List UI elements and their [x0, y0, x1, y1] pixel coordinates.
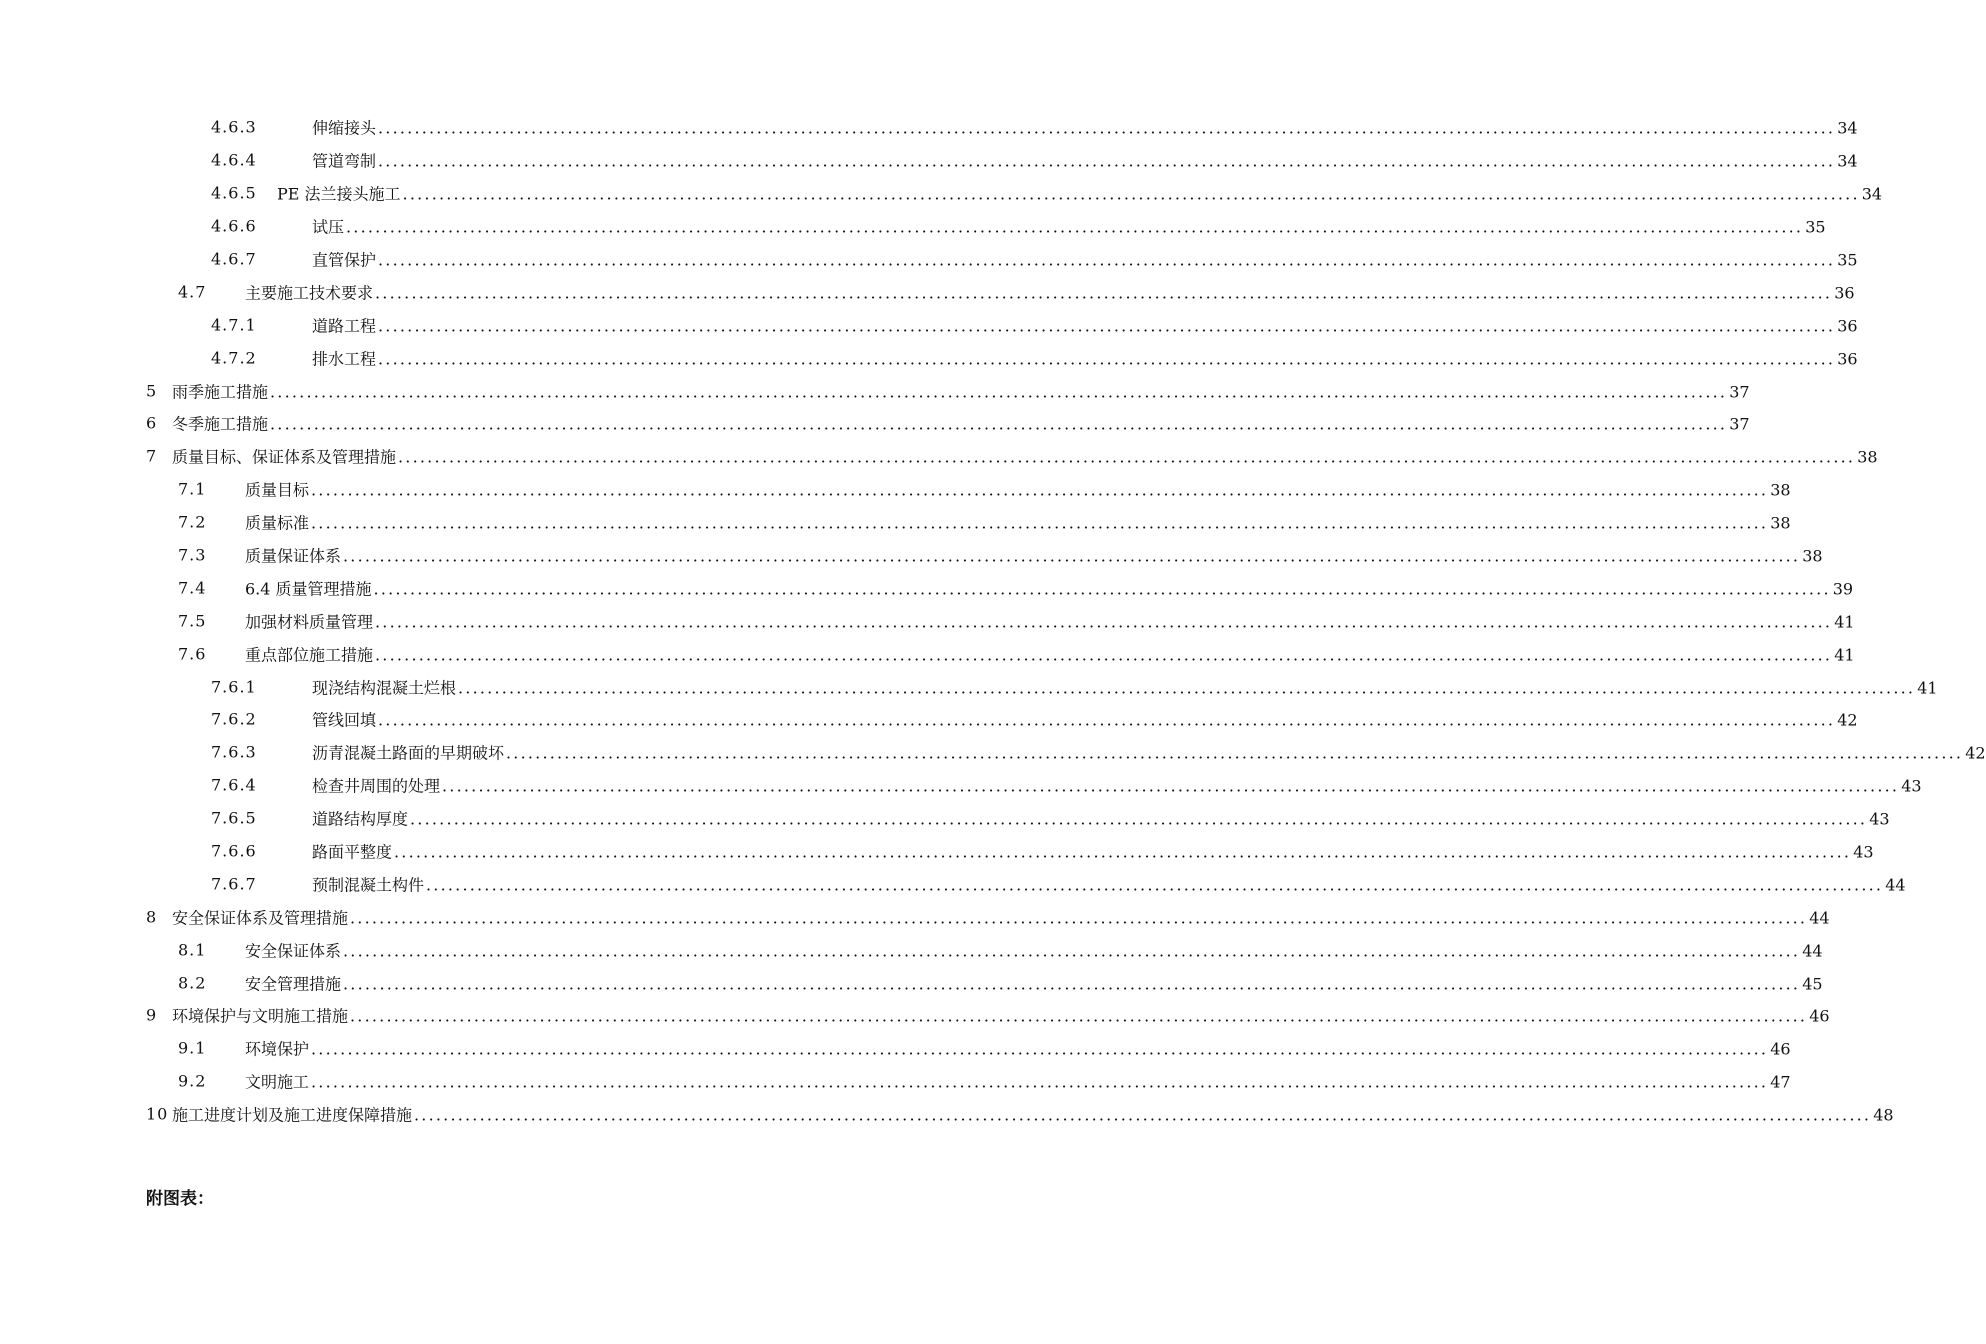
- toc-dot-leader: ........................................................................................................................................................................................................: [343, 941, 1801, 961]
- toc-entry-number: 7.2: [178, 512, 207, 532]
- toc-entry[interactable]: [0, 670, 1938, 703]
- toc-entry-page-number: 46: [1770, 1039, 1791, 1059]
- toc-entry[interactable]: [0, 506, 1791, 539]
- toc-dot-leader: ........................................................................................................................................................................................................: [410, 809, 1868, 829]
- toc-entry-title: 直管保护: [312, 250, 377, 270]
- toc-entry[interactable]: [0, 802, 1890, 835]
- toc-entry-number: 4.6.4: [211, 150, 257, 170]
- toc-entry-line: [172, 379, 1750, 402]
- toc-entry-line: [312, 346, 1858, 369]
- toc-entry-number: 4.6.6: [211, 216, 257, 236]
- toc-entry-line: [245, 609, 1855, 632]
- toc-entry-line: [312, 741, 1986, 764]
- toc-entry[interactable]: [0, 933, 1823, 966]
- toc-dot-leader: ........................................................................................................................................................................................................: [378, 118, 1836, 138]
- toc-entry[interactable]: [0, 999, 1830, 1032]
- toc-entry-number: 7.4: [178, 578, 207, 598]
- toc-entry-page-number: 41: [1834, 612, 1855, 632]
- toc-entry-line: [245, 938, 1823, 961]
- toc-entry[interactable]: [0, 835, 1874, 868]
- toc-entry-number: 9: [146, 1005, 158, 1025]
- toc-entry-line: [312, 774, 1922, 797]
- toc-entry-line: [312, 215, 1826, 238]
- toc-entry-number: 7.6.2: [211, 709, 257, 729]
- toc-entry-number: 7.5: [178, 611, 207, 631]
- toc-entry-title: 预制混凝土构件: [312, 875, 425, 895]
- toc-entry-page-number: 36: [1837, 349, 1858, 369]
- toc-entry-title: 管线回填: [312, 710, 377, 730]
- toc-entry-line: [245, 971, 1823, 994]
- toc-entry-line: [312, 708, 1858, 731]
- toc-entry-title: 主要施工技术要求: [245, 283, 374, 303]
- toc-dot-leader: ........................................................................................................................................................................................................: [458, 678, 1916, 698]
- toc-entry[interactable]: [0, 1032, 1791, 1065]
- toc-entry-title: 施工进度计划及施工进度保障措施: [172, 1105, 413, 1125]
- toc-entry-line: [245, 280, 1855, 303]
- toc-entry[interactable]: [0, 966, 1823, 999]
- toc-dot-leader: ........................................................................................................................................................................................................: [343, 974, 1801, 994]
- toc-entry-page-number: 36: [1834, 283, 1855, 303]
- toc-entry-line: [312, 248, 1858, 271]
- toc-entry-page-number: 36: [1837, 316, 1858, 336]
- toc-entry-page-number: 38: [1802, 546, 1823, 566]
- appendix-heading: 附图表：: [146, 1189, 214, 1209]
- toc-entry[interactable]: [0, 769, 1922, 802]
- toc-entry-line: [312, 840, 1874, 863]
- toc-entry[interactable]: [0, 308, 1858, 341]
- toc-entry-page-number: 45: [1802, 974, 1823, 994]
- toc-entry-page-number: 44: [1802, 941, 1823, 961]
- toc-entry-number: 10: [146, 1104, 169, 1124]
- toc-entry-line: [312, 872, 1906, 895]
- toc-entry-title: 安全保证体系: [245, 941, 342, 961]
- toc-dot-leader: ........................................................................................................................................................................................................: [378, 151, 1836, 171]
- toc-entry-page-number: 43: [1901, 776, 1922, 796]
- toc-entry-number: 7.6: [178, 644, 207, 664]
- toc-entry-page-number: 42: [1965, 743, 1986, 763]
- toc-dot-leader: ........................................................................................................................................................................................................: [394, 842, 1852, 862]
- toc-entry-number: 7.6.5: [211, 808, 257, 828]
- toc-entry-title: 管道弯制: [312, 151, 377, 171]
- toc-entry-title: 道路工程: [312, 316, 377, 336]
- toc-entry[interactable]: [0, 1065, 1791, 1098]
- toc-entry-number: 7.3: [178, 545, 207, 565]
- toc-entry-number: 4.7.1: [211, 315, 257, 335]
- toc-entry-page-number: 35: [1805, 217, 1826, 237]
- toc-entry[interactable]: [0, 243, 1858, 276]
- toc-entry-line: [245, 1070, 1791, 1093]
- toc-entry-number: 8.1: [178, 940, 207, 960]
- toc-entry[interactable]: [0, 473, 1791, 506]
- toc-entry[interactable]: [0, 900, 1830, 933]
- toc-entry-title: 道路结构厚度: [312, 809, 409, 829]
- toc-entry-title: 路面平整度: [312, 842, 393, 862]
- toc-dot-leader: ........................................................................................................................................................................................................: [378, 316, 1836, 336]
- toc-entry-title: 质量目标、保证体系及管理措施: [172, 447, 397, 467]
- toc-entry-line: [312, 116, 1858, 139]
- toc-entry-line: [172, 1103, 1894, 1126]
- toc-entry-title: 质量保证体系: [245, 546, 342, 566]
- toc-dot-leader: ........................................................................................................................................................................................................: [398, 447, 1856, 467]
- toc-entry-line: [312, 149, 1858, 172]
- toc-entry[interactable]: [0, 407, 1750, 440]
- toc-entry[interactable]: [0, 703, 1858, 736]
- toc-entry-number: 9.2: [178, 1071, 207, 1091]
- toc-entry-page-number: 41: [1834, 645, 1855, 665]
- toc-entry-title: 6.4 质量管理措施: [245, 579, 372, 599]
- toc-dot-leader: ........................................................................................................................................................................................................: [343, 546, 1801, 566]
- toc-entry[interactable]: [0, 637, 1855, 670]
- toc-entry-page-number: 43: [1869, 809, 1890, 829]
- toc-entry-number: 4.6.5: [211, 183, 257, 203]
- toc-entry-line: [245, 576, 1854, 599]
- toc-entry-line: [172, 412, 1750, 435]
- toc-dot-leader: ........................................................................................................................................................................................................: [375, 645, 1833, 665]
- toc-entry-line: [312, 675, 1938, 698]
- toc-entry[interactable]: [0, 867, 1906, 900]
- toc-dot-leader: ........................................................................................................................................................................................................: [311, 1039, 1769, 1059]
- toc-dot-leader: ........................................................................................................................................................................................................: [350, 1006, 1808, 1026]
- toc-entry-number: 4.7.2: [211, 348, 257, 368]
- toc-dot-leader: ........................................................................................................................................................................................................: [378, 250, 1836, 270]
- toc-entry[interactable]: [0, 341, 1858, 374]
- toc-entry-title: 试压: [312, 217, 345, 237]
- toc-entry-line: [277, 182, 1883, 205]
- toc-entry-title: 安全保证体系及管理措施: [172, 908, 349, 928]
- toc-entry[interactable]: [0, 144, 1858, 177]
- toc-entry-page-number: 34: [1861, 184, 1883, 204]
- toc-dot-leader: ........................................................................................................................................................................................................: [506, 743, 1964, 763]
- toc-entry-page-number: 35: [1837, 250, 1858, 270]
- toc-entry[interactable]: [0, 275, 1855, 308]
- toc-dot-leader: ........................................................................................................................................................................................................: [426, 875, 1884, 895]
- toc-entry-title: 文明施工: [245, 1072, 310, 1092]
- toc-entry-line: [245, 478, 1791, 501]
- table-of-contents: [0, 111, 1986, 1131]
- toc-entry-number: 6: [146, 413, 158, 433]
- toc-entry-title: 冬季施工措施: [172, 414, 269, 434]
- toc-entry-number: 7: [146, 446, 158, 466]
- toc-entry-page-number: 38: [1857, 447, 1878, 467]
- toc-entry-line: [245, 1037, 1791, 1060]
- toc-entry-number: 4.6.7: [211, 249, 257, 269]
- toc-entry-title: 检查井周围的处理: [312, 776, 441, 796]
- toc-entry-line: [172, 445, 1878, 468]
- toc-entry-number: 8: [146, 907, 158, 927]
- toc-dot-leader: ........................................................................................................................................................................................................: [270, 382, 1728, 402]
- toc-entry-page-number: 44: [1885, 875, 1906, 895]
- toc-entry-title: 加强材料质量管理: [245, 612, 374, 632]
- toc-entry-title: 环境保护: [245, 1039, 310, 1059]
- toc-entry-number: 7.6.1: [211, 677, 257, 697]
- toc-entry-page-number: 38: [1770, 513, 1791, 533]
- toc-entry-number: 9.1: [178, 1038, 207, 1058]
- toc-entry[interactable]: [0, 111, 1858, 144]
- toc-entry-title: 排水工程: [312, 349, 377, 369]
- toc-entry-number: 7.6.3: [211, 742, 257, 762]
- toc-entry-title: 安全管理措施: [245, 974, 342, 994]
- toc-entry-line: [312, 807, 1890, 830]
- toc-entry[interactable]: [0, 736, 1986, 769]
- toc-entry-title: 伸缩接头: [312, 118, 377, 138]
- toc-entry-title: 环境保护与文明施工措施: [172, 1006, 349, 1026]
- toc-entry-title: 现浇结构混凝土烂根: [312, 678, 457, 698]
- toc-entry-line: [312, 313, 1858, 336]
- toc-entry-page-number: 44: [1809, 908, 1830, 928]
- toc-entry-page-number: 37: [1729, 414, 1750, 434]
- toc-entry-number: 8.2: [178, 973, 207, 993]
- toc-entry-title: PE 法兰接头施工: [277, 184, 401, 204]
- toc-entry-title: 质量目标: [245, 480, 310, 500]
- toc-dot-leader: ........................................................................................................................................................................................................: [378, 710, 1836, 730]
- toc-entry-number: 7.6.7: [211, 874, 257, 894]
- toc-dot-leader: ........................................................................................................................................................................................................: [350, 908, 1808, 928]
- toc-entry-line: [172, 905, 1830, 928]
- toc-entry-number: 4.7: [178, 282, 207, 302]
- toc-entry-title: 雨季施工措施: [172, 382, 269, 402]
- toc-entry-page-number: 47: [1770, 1072, 1791, 1092]
- toc-dot-leader: ........................................................................................................................................................................................................: [270, 414, 1728, 434]
- toc-entry-line: [245, 511, 1791, 534]
- toc-entry-page-number: 37: [1729, 382, 1750, 402]
- toc-entry-page-number: 38: [1770, 480, 1791, 500]
- toc-entry[interactable]: [0, 571, 1854, 604]
- toc-entry-page-number: 46: [1809, 1006, 1830, 1026]
- toc-entry-number: 4.6.3: [211, 117, 257, 137]
- toc-entry-page-number: 48: [1873, 1105, 1894, 1125]
- toc-entry[interactable]: [0, 539, 1823, 572]
- toc-entry-page-number: 34: [1837, 151, 1858, 171]
- toc-entry-title: 沥青混凝土路面的早期破坏: [312, 743, 505, 763]
- toc-dot-leader: ........................................................................................................................................................................................................: [375, 612, 1833, 632]
- toc-entry[interactable]: [0, 177, 1883, 210]
- toc-dot-leader: ........................................................................................................................................................................................................: [378, 349, 1836, 369]
- toc-entry-page-number: 43: [1853, 842, 1874, 862]
- toc-dot-leader: ........................................................................................................................................................................................................: [375, 283, 1833, 303]
- toc-entry-number: 7.6.6: [211, 841, 257, 861]
- toc-entry-title: 重点部位施工措施: [245, 645, 374, 665]
- toc-dot-leader: ........................................................................................................................................................................................................: [402, 184, 1860, 204]
- toc-entry[interactable]: [0, 604, 1855, 637]
- toc-entry[interactable]: [0, 1098, 1894, 1131]
- toc-entry-number: 7.1: [178, 479, 207, 499]
- toc-dot-leader: ........................................................................................................................................................................................................: [311, 480, 1769, 500]
- toc-entry-line: [245, 642, 1855, 665]
- toc-entry-line: [172, 1004, 1830, 1027]
- toc-entry[interactable]: [0, 440, 1878, 473]
- toc-entry-page-number: 39: [1832, 579, 1854, 599]
- toc-entry-page-number: 41: [1917, 678, 1938, 698]
- toc-entry-page-number: 42: [1837, 710, 1858, 730]
- toc-dot-leader: ........................................................................................................................................................................................................: [414, 1105, 1872, 1125]
- toc-entry[interactable]: [0, 374, 1750, 407]
- toc-dot-leader: ........................................................................................................................................................................................................: [373, 579, 1831, 599]
- toc-dot-leader: ........................................................................................................................................................................................................: [346, 217, 1804, 237]
- toc-entry-title: 质量标准: [245, 513, 310, 533]
- toc-dot-leader: ........................................................................................................................................................................................................: [311, 1072, 1769, 1092]
- toc-dot-leader: ........................................................................................................................................................................................................: [311, 513, 1769, 533]
- toc-entry-line: [245, 544, 1823, 567]
- toc-entry-page-number: 34: [1837, 118, 1858, 138]
- toc-entry[interactable]: [0, 210, 1826, 243]
- toc-dot-leader: ........................................................................................................................................................................................................: [442, 776, 1900, 796]
- toc-entry-number: 5: [146, 381, 158, 401]
- toc-entry-number: 7.6.4: [211, 775, 257, 795]
